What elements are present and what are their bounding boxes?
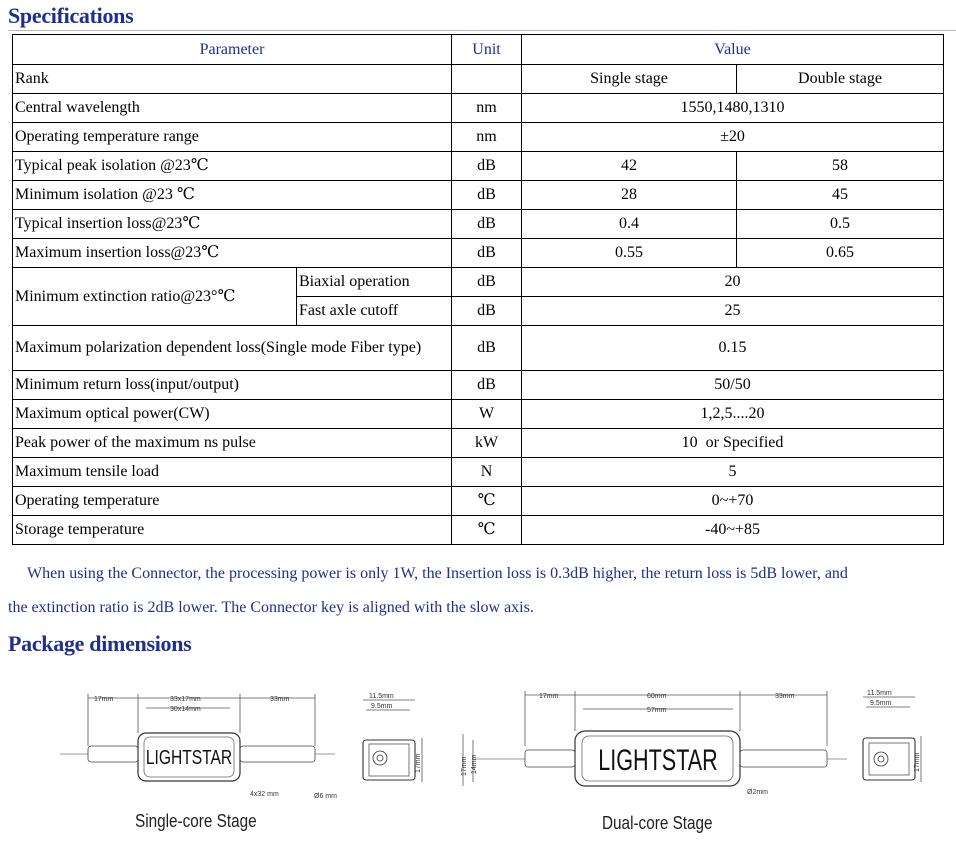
dim-label: 11.5mm	[369, 693, 394, 700]
table-row	[13, 94, 944, 123]
lightstar-logo: LIGHTSTAR	[598, 742, 718, 777]
value-cell: 25	[522, 297, 944, 326]
param-cell: Minimum extinction ratio@23°℃	[13, 268, 297, 326]
package-dimensions-heading: Package dimensions	[8, 631, 192, 656]
dual-core-drawing	[455, 686, 940, 808]
dim-label: 30x14mm	[170, 706, 201, 713]
unit-cell: dB	[452, 239, 522, 268]
lightstar-logo: LIGHTSTAR	[145, 746, 233, 769]
table-row	[13, 458, 944, 487]
value-cell: 1,2,5....20	[522, 400, 944, 429]
dim-label: 9.5mm	[870, 700, 892, 707]
unit-cell: dB	[452, 297, 522, 326]
specifications-heading: Specifications	[8, 3, 134, 28]
dim-label: 33mm	[270, 696, 290, 703]
table-row	[13, 400, 944, 429]
param-cell: Peak power of the maximum ns pulse	[13, 429, 452, 458]
param-cell: Maximum tensile load	[13, 458, 452, 487]
dual-core-caption: Dual-core Stage	[602, 813, 713, 833]
dim-label: Ø6 mm	[314, 793, 337, 800]
connector-note-line-1: When using the Connector, the processing power is only 1W, the Insertion loss is 0.3dB higher, the return loss is 5dB lower, and	[27, 565, 848, 582]
param-cell: Central wavelength	[13, 94, 452, 123]
param-cell: Minimum isolation @23 ℃	[13, 181, 452, 210]
unit-cell: kW	[452, 429, 522, 458]
dim-label: 57mm	[647, 707, 667, 714]
double-value-cell: 0.5	[737, 210, 944, 239]
unit-cell: dB	[452, 326, 522, 371]
param-cell: Operating temperature range	[13, 123, 452, 152]
dim-label: 33x17mm	[170, 696, 201, 703]
param-cell: Storage temperature	[13, 516, 452, 545]
unit-cell: dB	[452, 152, 522, 181]
double-value-cell: 0.65	[737, 239, 944, 268]
double-value-cell: 45	[737, 181, 944, 210]
connector-note-line-2: the extinction ratio is 2dB lower. The Connector key is aligned with the slow axis.	[8, 599, 534, 616]
single-core-drawing	[60, 688, 435, 808]
header-parameter: Parameter	[13, 35, 452, 65]
table-row-pdl	[13, 326, 944, 371]
header-unit: Unit	[452, 35, 522, 65]
unit-cell: N	[452, 458, 522, 487]
dim-label: 17mm	[415, 753, 422, 773]
table-header-row	[13, 35, 944, 65]
single-value-cell: 0.4	[522, 210, 737, 239]
table-row	[13, 371, 944, 400]
param-cell: Maximum insertion loss@23℃	[13, 239, 452, 268]
single-value-cell: 28	[522, 181, 737, 210]
unit-cell: nm	[452, 123, 522, 152]
value-cell: -40~+85	[522, 516, 944, 545]
table-row	[13, 210, 944, 239]
single-value-cell: 0.55	[522, 239, 737, 268]
dim-label: 17mm	[94, 696, 114, 703]
param-cell: Typical peak isolation @23℃	[13, 152, 452, 181]
heading-divider	[8, 30, 956, 31]
unit-cell: dB	[452, 371, 522, 400]
unit-cell: dB	[452, 181, 522, 210]
dim-label: 33mm	[775, 693, 795, 700]
value-cell: 5	[522, 458, 944, 487]
unit-cell: W	[452, 400, 522, 429]
table-row-extinction-biaxial	[13, 268, 944, 297]
table-row	[13, 123, 944, 152]
value-cell: 1550,1480,1310	[522, 94, 944, 123]
rank-label: Rank	[13, 65, 452, 94]
dim-label: 17mm	[461, 756, 468, 776]
dim-label: 11.5mm	[867, 690, 892, 697]
value-cell: 50/50	[522, 371, 944, 400]
rank-double: Double stage	[737, 65, 944, 94]
table-row	[13, 516, 944, 545]
dim-label: 60mm	[647, 693, 667, 700]
sub-param-cell: Fast axle cutoff	[297, 297, 452, 326]
dim-label: 17mm	[914, 752, 921, 772]
dim-label: Ø2mm	[747, 789, 768, 796]
header-value: Value	[522, 35, 944, 65]
value-cell: ±20	[522, 123, 944, 152]
table-row	[13, 429, 944, 458]
rank-unit	[452, 65, 522, 94]
table-row-rank	[13, 65, 944, 94]
dim-label: 9.5mm	[371, 703, 393, 710]
dim-label: 4x32 mm	[250, 791, 279, 798]
value-cell: 0~+70	[522, 487, 944, 516]
sub-param-cell: Biaxial operation	[297, 268, 452, 297]
param-cell: Maximum polarization dependent loss(Single mode Fiber type)	[13, 326, 452, 371]
double-value-cell: 58	[737, 152, 944, 181]
rank-single: Single stage	[522, 65, 737, 94]
value-cell: 20	[522, 268, 944, 297]
unit-cell: nm	[452, 94, 522, 123]
unit-cell: ℃	[452, 487, 522, 516]
specifications-table	[12, 34, 944, 545]
unit-cell: dB	[452, 210, 522, 239]
unit-cell: dB	[452, 268, 522, 297]
value-cell: 0.15	[522, 326, 944, 371]
table-row	[13, 152, 944, 181]
value-cell: 10 or Specified	[522, 429, 944, 458]
single-value-cell: 42	[522, 152, 737, 181]
param-cell: Maximum optical power(CW)	[13, 400, 452, 429]
dim-label: 17mm	[539, 693, 559, 700]
param-cell: Minimum return loss(input/output)	[13, 371, 452, 400]
single-core-caption: Single-core Stage	[135, 811, 257, 831]
dim-label: 14mm	[471, 754, 478, 774]
table-row	[13, 181, 944, 210]
param-cell: Typical insertion loss@23℃	[13, 210, 452, 239]
table-row	[13, 239, 944, 268]
table-row	[13, 487, 944, 516]
unit-cell: ℃	[452, 516, 522, 545]
param-cell: Operating temperature	[13, 487, 452, 516]
